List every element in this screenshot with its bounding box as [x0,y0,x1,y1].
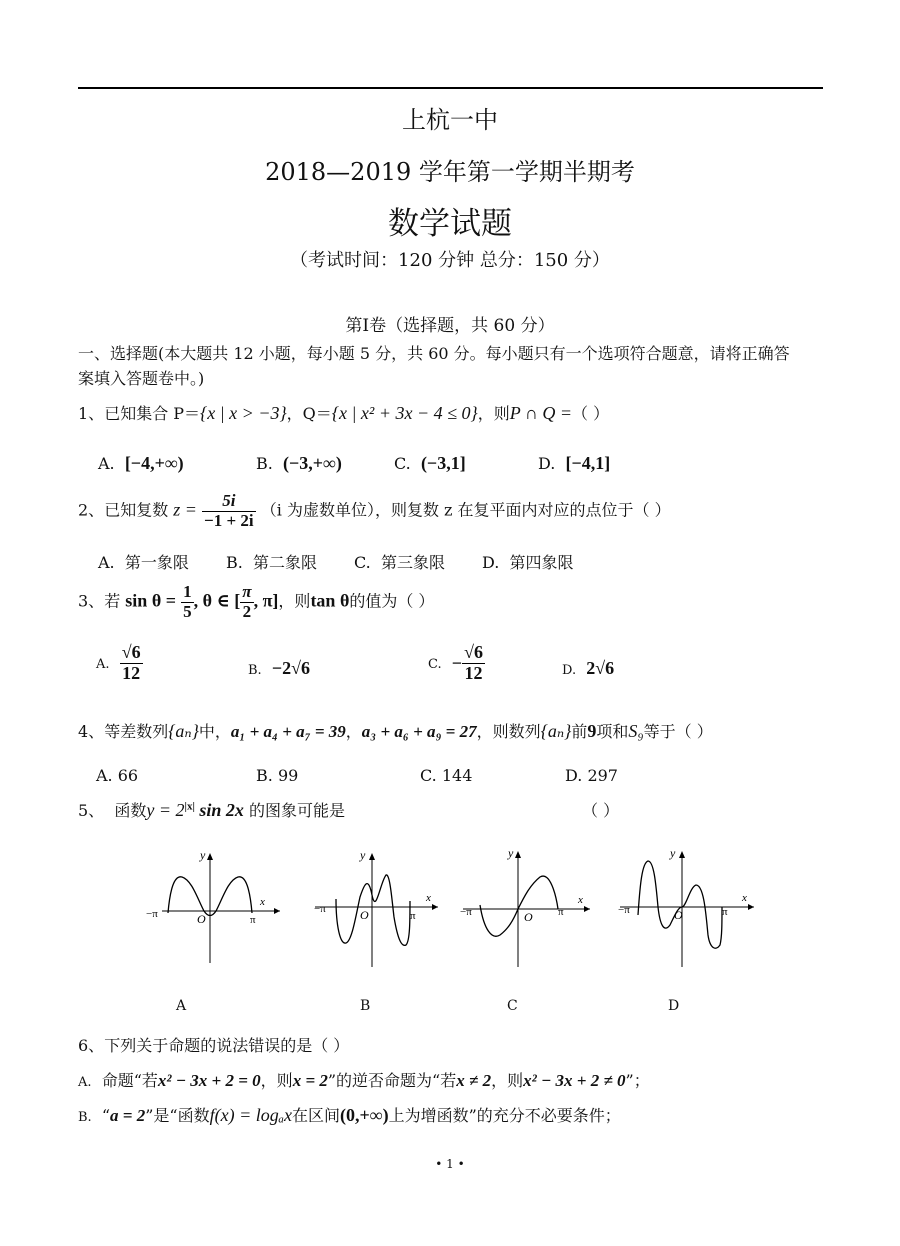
q3-interval-end: , π] [253,590,279,611]
x-label: x [426,892,431,904]
q4-text: 等于（ ） [643,722,713,741]
question-number: 4、 [78,722,105,741]
q3-text: ，则 [278,591,311,611]
x-axis-arrow [584,906,590,912]
q2-text: （i 为虚数单位），则复数 z 在复平面内对应的点位于（ ） [260,500,671,520]
y-label: y [200,848,206,862]
neg-pi-label: −π [460,906,472,918]
q3-tan: tan θ [310,590,350,611]
graph-c [458,845,598,970]
y-axis-arrow [369,853,375,860]
school-name: 上杭一中 [402,106,498,134]
q4-option-d: D. 297 [565,766,618,785]
graph-label-d: D [668,998,680,1014]
q4-nine: 9 [587,721,597,741]
q5-function-sin: sin 2x [199,800,244,820]
q1-set-q: {x | x² + 3x − 4 ≤ 0} [331,403,478,423]
q2-option-c: C. 第三象限 [354,553,445,572]
q2-fraction: $\frac{5i}{-1 + 2i}$ [204,491,254,530]
question-2 [78,492,671,530]
graph-label-c: C [507,998,518,1014]
curve [480,876,558,936]
pi-label: π [410,910,416,922]
q1-option-b: B. (−3,+∞) [256,453,342,473]
q6b-function: f(x) = logₐx [209,1105,292,1125]
q3-sin: sin θ = [125,590,176,611]
instructions-line-2: 案填入答题卷中。) [78,369,205,388]
origin-label: O [674,908,683,922]
question-5 [78,798,345,821]
q1-option-c: C. (−3,1] [394,453,466,473]
q2-option-a: A. 第一象限 [98,553,189,572]
q3-text: 的值为（ ） [349,591,435,611]
neg-pi-label: −π [314,903,326,915]
q1-text: ，Q＝ [286,404,332,423]
question-number: 2、 [78,500,105,520]
graph-a [140,845,290,970]
q4-text: 中， [198,722,231,741]
exam-info: （考试时间：120 分钟 总分：150 分） [290,250,610,271]
pi-label: π [722,906,728,918]
q4-option-a: A. 66 [96,766,139,785]
q4-text: 等差数列 [104,722,169,741]
q3-fraction: $\frac{1}{5}$ [183,582,192,621]
x-axis-arrow [748,904,754,910]
q3-option-c: C. − $\frac{√6}{12}$ [428,642,483,683]
q1-text: 已知集合 P＝ [104,404,201,423]
q3-option-a: A. $\frac{√6}{12}$ [96,642,141,683]
exam-subject: 数学试题 [388,206,512,242]
q6-option-a: A. 命题“若x² − 3x + 2 = 0，则x = 2”的逆否命题为“若x ≠ 2，则x² − 3x + 2 ≠ 0”； [78,1071,650,1090]
option-label: A. [78,1075,92,1090]
neg-pi-label: −π [146,908,158,920]
top-rule [78,87,823,89]
q5-text: 函数 [114,801,147,820]
q2-option-d: D. 第四象限 [482,553,574,572]
q5-function: y = 2 [146,800,185,820]
question-number: 6、 [78,1036,105,1055]
x-label: x [260,896,265,908]
question-4 [78,719,713,742]
y-label: y [360,848,366,862]
q4-text: 项和 [596,722,629,741]
origin-label: O [524,910,533,924]
q1-expr: P ∩ Q = [509,403,573,423]
q6b-interval: (0,+∞) [340,1105,389,1125]
section-title: 第Ⅰ卷（选择题，共 60 分） [345,316,555,336]
q3-option-d: D. 2√6 [562,658,615,678]
pi-label: π [250,914,256,926]
question-6 [78,1033,349,1056]
y-axis-arrow [207,853,213,860]
x-label: x [742,892,747,904]
q4-option-c: C. 144 [420,766,473,785]
q4-equation-2: a₃ + a₆ + a₉ = 27 [361,722,477,741]
answer-paren: （ ） [572,404,610,423]
pi-label: π [558,906,564,918]
q1-option-a: A. [−4,+∞) [98,453,184,473]
instructions-line-1: 一、选择题(本大题共 12 小题，每小题 5 分，共 60 分。每小题只有一个选项符合题意，请将正确答 [78,344,790,363]
q1-set-p: {x | x > −3} [200,403,287,423]
q4-sequence: {aₙ} [168,721,199,741]
q3-text: 若 [104,591,121,611]
y-label: y [670,846,676,860]
graph-label-a: A [176,998,187,1014]
q5-exponent: |x| [184,800,195,813]
q4-text: 前 [571,722,588,741]
q4-equation-1: a₁ + a₄ + a₇ = 39 [230,722,346,741]
curve [336,875,410,945]
exam-term: 2018—2019 学年第一学期半期考 [265,158,635,186]
q6-text: 下列关于命题的说法错误的是（ ） [104,1036,350,1055]
y-label: y [508,846,514,860]
origin-label: O [197,912,206,926]
q4-text: ，则数列 [476,722,541,741]
q4-text: ， [345,722,362,741]
q6a-equation: x² − 3x + 2 ≠ 0 [523,1071,626,1090]
answer-paren: （ ） [582,801,620,820]
x-label: x [578,894,583,906]
q4-s9: S₉ [628,721,644,741]
q1-text: ，则 [477,404,510,423]
q6a-equation: x ≠ 2 [456,1071,492,1090]
question-number: 1、 [78,404,105,423]
q3-interval: , θ ∈ [ [193,590,241,611]
q6a-equation: x = 2 [292,1071,328,1090]
graph-d [612,845,762,970]
q2-z: z = [173,499,197,520]
q6-option-b: B. “a = 2”是“函数f(x) = logₐx在区间(0,+∞)上为增函数”的充分不必要条件； [78,1105,621,1125]
q1-option-d: D. [−4,1] [538,453,611,473]
q6a-equation: x² − 3x + 2 = 0 [157,1071,261,1090]
question-number: 3、 [78,591,105,611]
q2-text: 已知复数 [104,500,169,520]
neg-pi-label: −π [618,904,630,916]
y-axis-arrow [679,851,685,858]
origin-label: O [360,908,369,922]
q3-option-b: B. −2√6 [248,658,310,678]
y-axis-arrow [515,851,521,858]
q3-pi-fraction: $\frac{\pi}{2}$ [242,582,252,621]
question-3 [78,583,434,621]
q6b-equation: a = 2 [110,1106,146,1125]
q4-sequence: {aₙ} [540,721,572,741]
q2-option-b: B. 第二象限 [226,553,318,572]
x-axis-arrow [432,904,438,910]
question-number: 5、 [78,801,105,820]
q4-option-b: B. 99 [256,766,299,785]
question-1 [78,401,609,424]
option-label: B. [78,1110,92,1125]
curve [638,861,722,948]
page-number: • 1 • [435,1157,465,1171]
x-axis-arrow [274,908,280,914]
graph-b [310,845,445,970]
graph-label-b: B [360,998,371,1014]
q5-text: 的图象可能是 [249,801,346,820]
